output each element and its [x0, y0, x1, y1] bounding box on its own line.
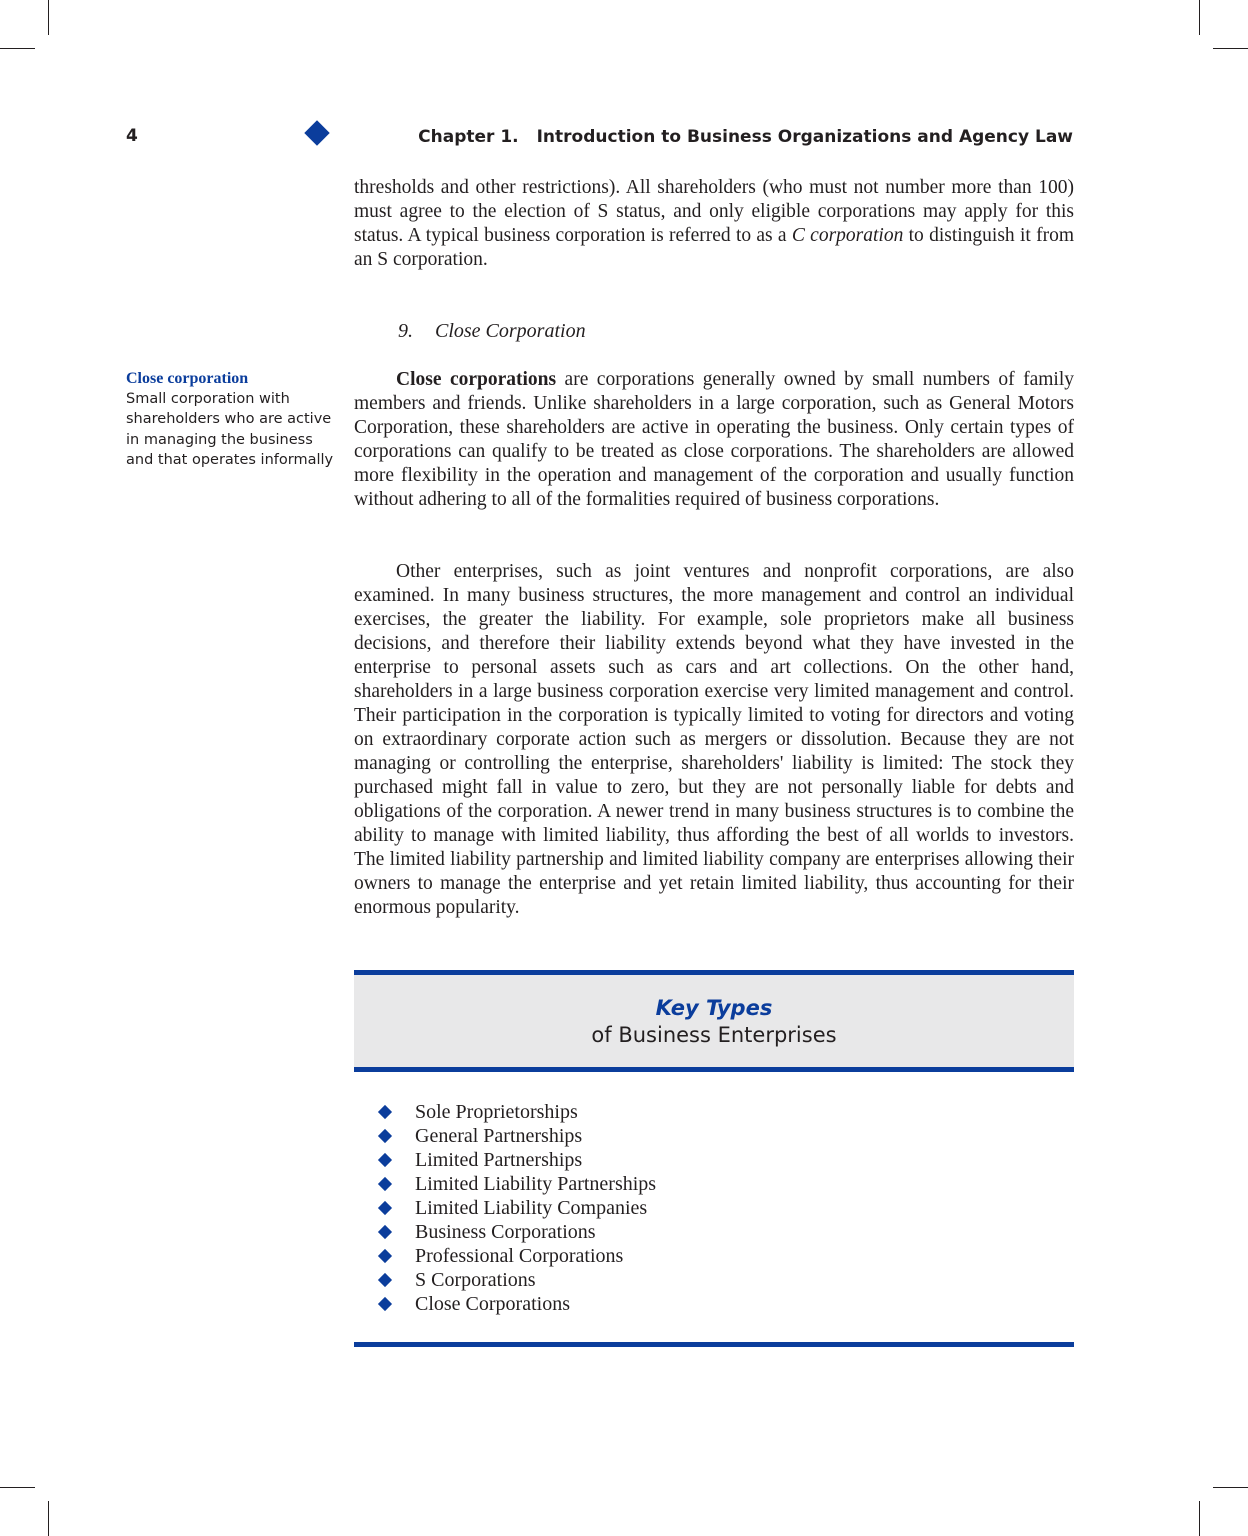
crop-mark	[48, 1501, 49, 1536]
diamond-bullet-icon	[378, 1177, 392, 1191]
paragraph-text: are corporations generally owned by small numbers of family members and friends. Unlike shareholders in a large corporation, such as General Motors Corporation, these shareholders are active in operating the business. Only certain types of corporations can qualify to be treated as close corporations. The shareholders are allowed more flexibility in the operation and management of the corporation and usually function without adhering to all of the formalities required of business corporations.	[354, 369, 1074, 510]
list-item-label: General Partnerships	[415, 1125, 583, 1147]
list-item-label: Limited Liability Companies	[415, 1197, 648, 1219]
section-heading	[398, 320, 586, 343]
chapter-label: Chapter 1.	[418, 127, 519, 147]
diamond-bullet-icon	[378, 1273, 392, 1287]
list-item	[378, 1172, 656, 1196]
diamond-bullet-icon	[378, 1129, 392, 1143]
box-middle-rule	[354, 1067, 1074, 1072]
crop-mark	[1199, 0, 1200, 35]
glossary-definition: Small corporation with shareholders who are active in managing the business and that operates informally	[126, 391, 334, 468]
crop-mark	[1199, 1501, 1200, 1536]
key-types-subtitle: of Business Enterprises	[591, 1023, 837, 1047]
list-item	[378, 1220, 656, 1244]
key-types-list	[378, 1100, 656, 1316]
list-item	[378, 1100, 656, 1124]
diamond-bullet-icon	[378, 1201, 392, 1215]
paragraph-text: Other enterprises, such as joint ventures and nonprofit corporations, are also examined. In many business structures, the more management and control an individual exercises, the greater the liability. For example, sole proprietors make all business decisions, and therefore their liability extends beyond what they have invested in the enterprise to personal assets such as cars and art collections. On the other hand, shareholders in a large business corporation exercise very limited management and control. Their participation in the corporation is typically limited to voting for directors and voting on extraordinary corporate action such as mergers or dissolution. Because they are not managing or controlling the enterprise, shareholders' liability is limited: The stock they purchased might fall in value to zero, but they are not personally liable for debts and obligations of the corporation. A newer trend in many business structures is to combine the ability to manage with limited liability, thus affording the best of all worlds to investors. The limited liability partnership and limited liability company are enterprises allowing their owners to manage the enterprise and yet retain limited liability, thus accounting for their enormous popularity.	[354, 561, 1074, 918]
list-item	[378, 1124, 656, 1148]
list-item-label: Business Corporations	[415, 1221, 596, 1243]
key-term-bold: Close corporations	[396, 369, 557, 390]
list-item	[378, 1148, 656, 1172]
crop-mark	[0, 48, 35, 49]
list-item	[378, 1268, 656, 1292]
list-item	[378, 1244, 656, 1268]
list-item	[378, 1292, 656, 1316]
diamond-bullet-icon	[378, 1153, 392, 1167]
crop-mark	[48, 0, 49, 35]
diamond-bullet-icon	[378, 1297, 392, 1311]
section-number: 9.	[398, 320, 413, 342]
paragraph-text: thresholds and other restrictions). All shareholders (who must not number more than 100) must agree to the election of S status, and only eligible corporations may apply for this status. A typical business corporation is referred to as a	[354, 177, 1074, 246]
paragraph-continuation	[354, 176, 1074, 272]
key-types-box	[354, 975, 1074, 1068]
running-header	[418, 127, 1073, 147]
list-item-label: Limited Liability Partnerships	[415, 1173, 657, 1195]
list-item-label: Close Corporations	[415, 1293, 570, 1315]
crop-mark	[1213, 48, 1248, 49]
page-number: 4	[126, 126, 138, 146]
list-item-label: Sole Proprietorships	[415, 1101, 578, 1123]
list-item-label: Professional Corporations	[415, 1245, 624, 1267]
crop-mark	[0, 1487, 35, 1488]
diamond-bullet-icon	[378, 1249, 392, 1263]
list-item	[378, 1196, 656, 1220]
paragraph-other-enterprises	[354, 560, 1074, 920]
chapter-title: Introduction to Business Organizations and Agency Law	[536, 127, 1073, 147]
diamond-icon	[304, 120, 329, 145]
glossary-term: Close corporation	[126, 370, 249, 387]
paragraph-text: to distinguish it from an S corporation.	[354, 225, 1074, 270]
key-types-title: Key Types	[655, 996, 773, 1020]
diamond-bullet-icon	[378, 1225, 392, 1239]
crop-mark	[1213, 1487, 1248, 1488]
margin-glossary-note	[126, 369, 336, 470]
paragraph-close-corporation	[354, 368, 1074, 512]
list-item-label: Limited Partnerships	[415, 1149, 583, 1171]
box-bottom-rule	[354, 1342, 1074, 1347]
list-item-label: S Corporations	[415, 1269, 536, 1291]
term-italic: C corporation	[791, 225, 904, 246]
section-title: Close Corporation	[435, 320, 586, 342]
diamond-bullet-icon	[378, 1105, 392, 1119]
